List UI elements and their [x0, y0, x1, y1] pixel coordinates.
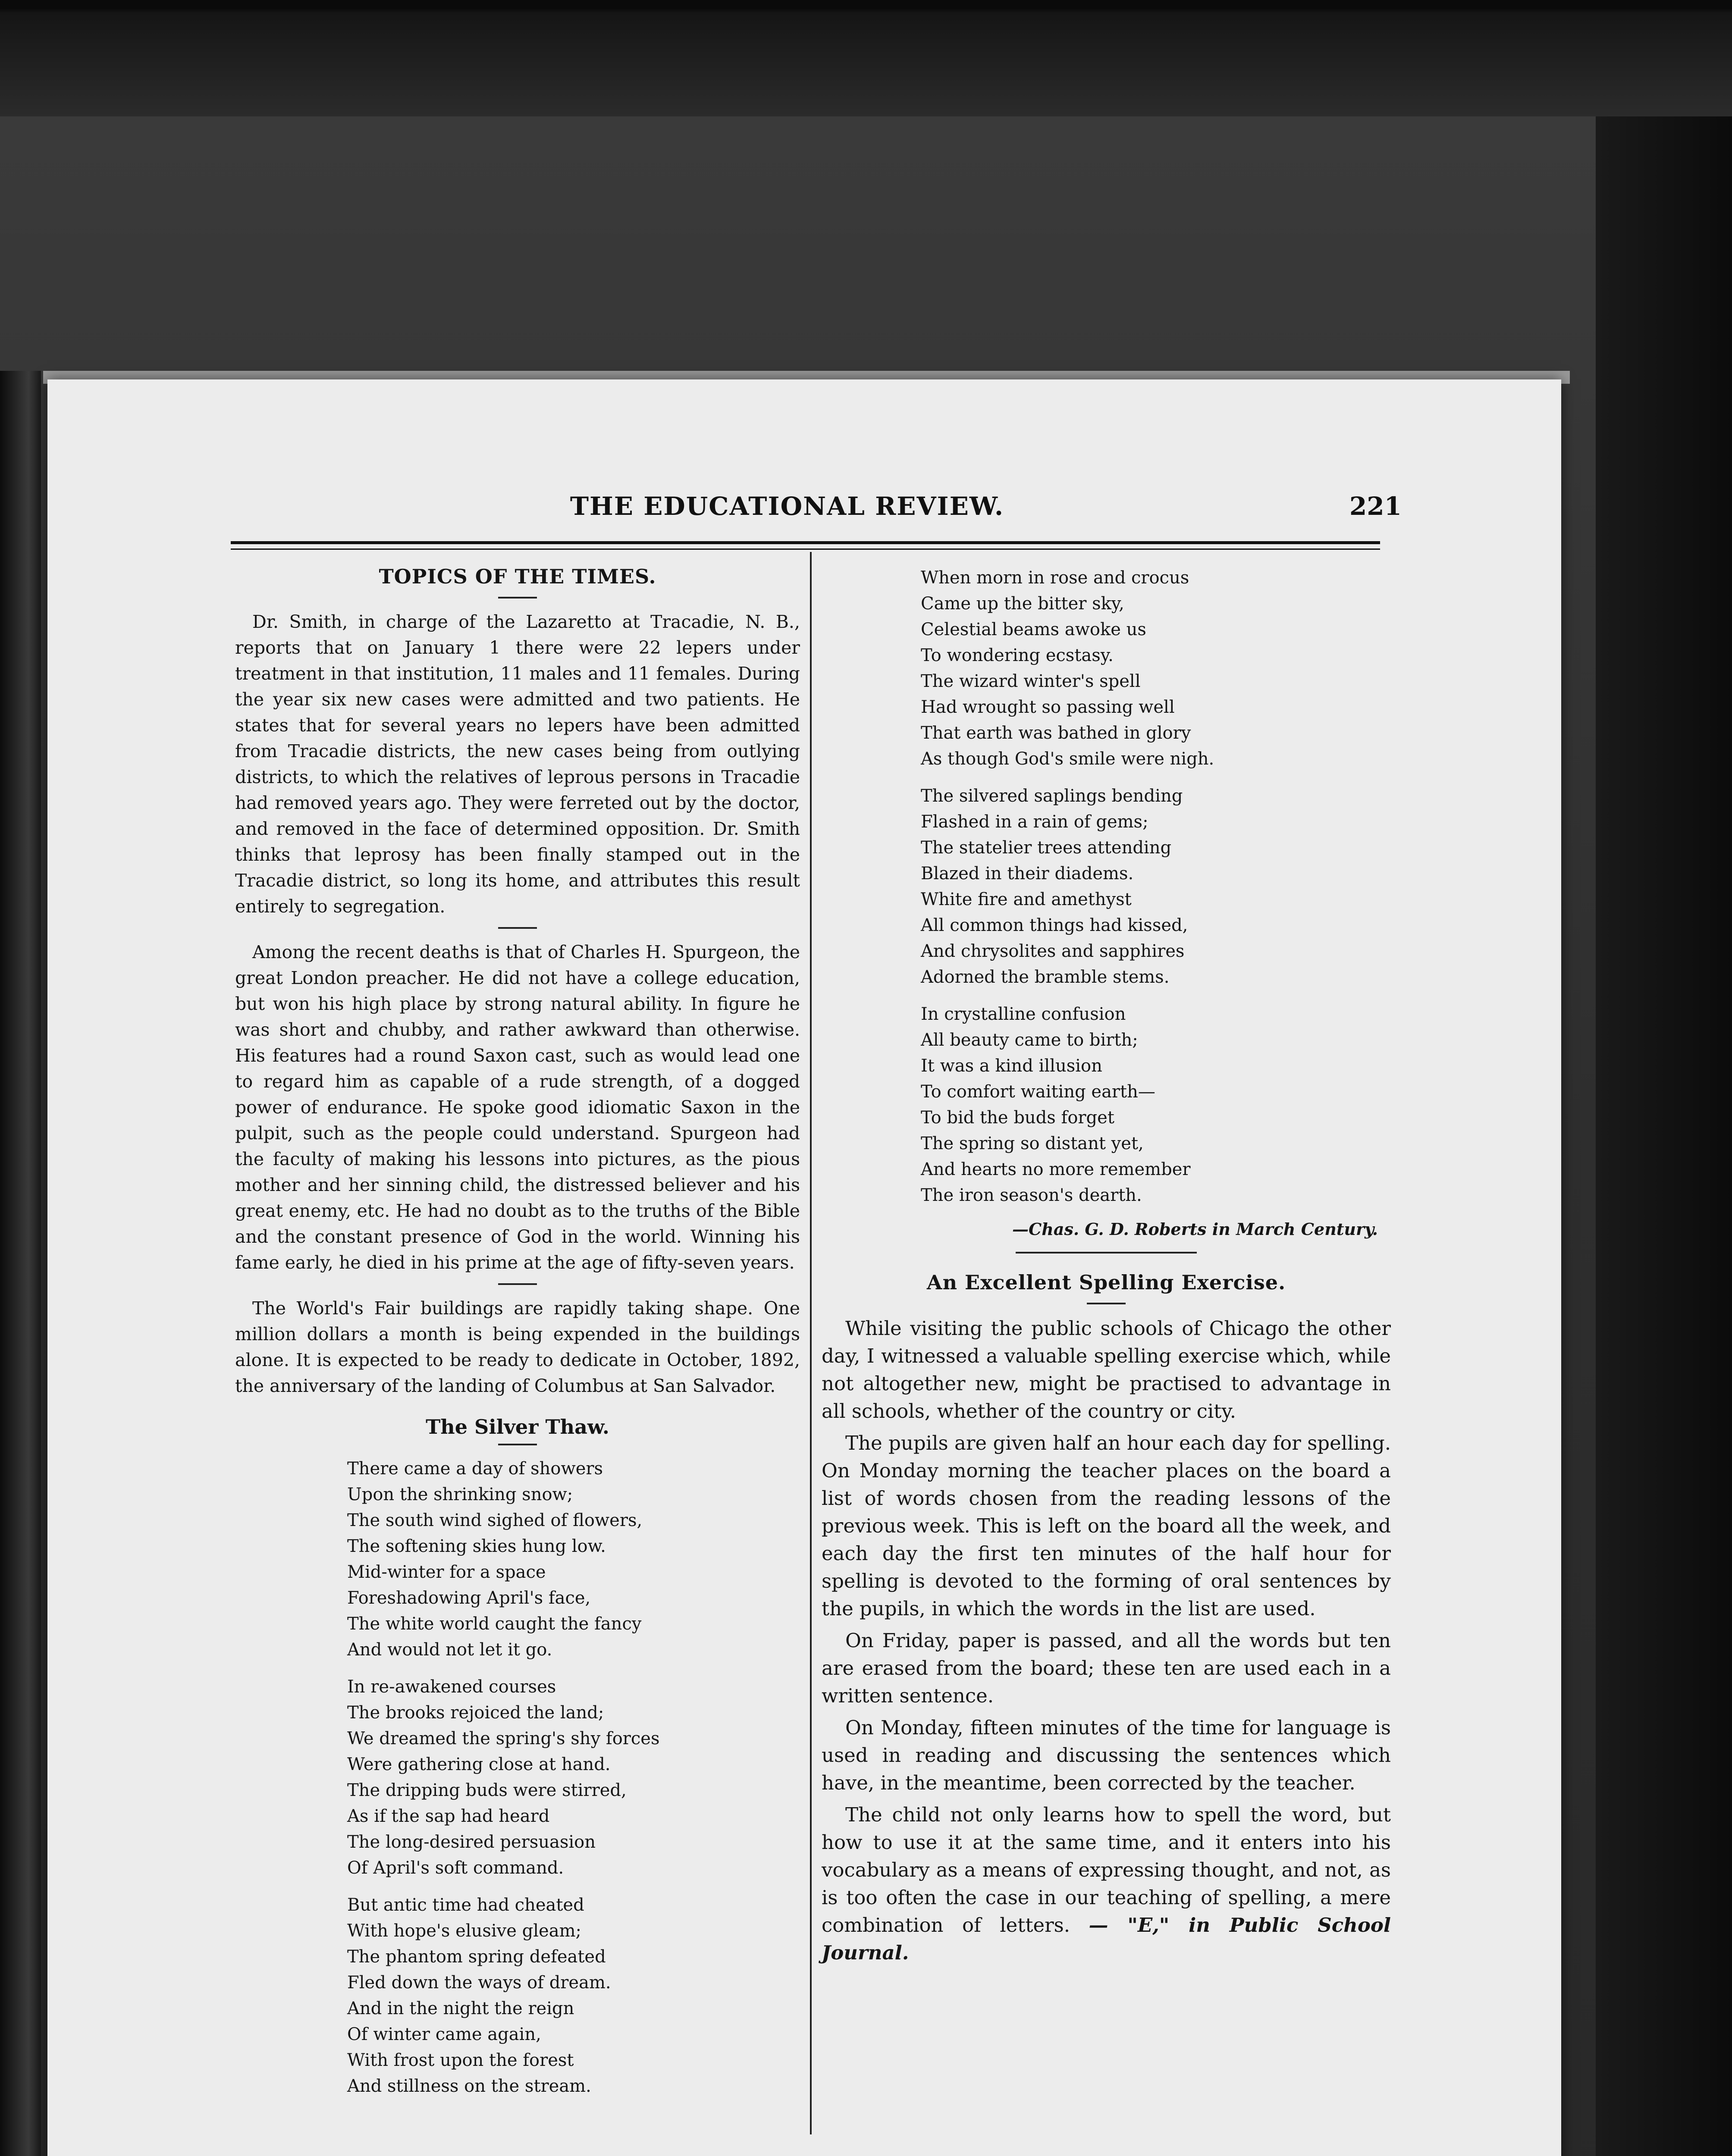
poem-stanza — [822, 783, 1391, 990]
poem-stanza — [822, 1001, 1391, 1208]
poem-line: In re-awakened courses — [347, 1677, 556, 1697]
poem-line: And would not let it go. — [347, 1640, 552, 1660]
poem-stanza — [235, 1456, 800, 1663]
poem-title: The Silver Thaw. — [426, 1415, 609, 1438]
poem-line: But antic time had cheated — [347, 1895, 584, 1915]
column-divider — [810, 552, 812, 2134]
poem-line: There came a day of showers — [347, 1459, 603, 1479]
spelling-paragraph-text: The child not only learns how to spell the word, but how to use it at the same time, and it enters into his vocabulary as a means of expressing thought, and not, as is too often the case in our teaching of spelling, a mere combination of letters. — [822, 1803, 1391, 1937]
poem-line: Of winter came again, — [347, 2024, 541, 2044]
poem-line: As if the sap had heard — [347, 1806, 550, 1826]
poem-line: With hope's elusive gleam; — [347, 1921, 581, 1941]
poem-line: Flashed in a rain of gems; — [921, 812, 1148, 832]
spelling-paragraph: On Monday, fifteen minutes of the time for language is used in reading and discussing the sentences which have, in the meantime, been corrected by the teacher. — [822, 1716, 1391, 1794]
poem-line: When morn in rose and crocus — [921, 568, 1189, 588]
poem-line: And stillness on the stream. — [347, 2076, 591, 2096]
poem-line: Of April's soft command. — [347, 1858, 564, 1878]
header-rule-thin — [231, 548, 1380, 550]
poem-line: It was a kind illusion — [921, 1056, 1102, 1076]
poem-stanza — [235, 1892, 800, 2099]
poem-line: The statelier trees attending — [921, 838, 1172, 858]
poem-line: Upon the shrinking snow; — [347, 1485, 573, 1504]
poem-line: To wondering ecstasy. — [921, 646, 1114, 665]
spelling-paragraph: On Friday, paper is passed, and all the words but ten are erased from the board; these ten are used each in a written sentence. — [822, 1629, 1391, 1707]
poem-line: And hearts no more remember — [921, 1159, 1191, 1179]
topics-paragraph-worlds-fair: The World's Fair buildings are rapidly taking shape. One million dollars a month is being expended in the buildings alone. It is expected to be ready to dedicate in October, 1892, the anniversary of the landing of Columbus at San Salvador. — [235, 1298, 800, 1396]
running-header — [185, 492, 1402, 526]
poem-line: To comfort waiting earth— — [921, 1082, 1155, 1102]
left-column — [235, 565, 800, 2110]
topics-title: TOPICS OF THE TIMES. — [379, 565, 656, 588]
poem-line: In crystalline confusion — [921, 1004, 1126, 1024]
poem-line: Mid-winter for a space — [347, 1562, 546, 1582]
poem-line: The brooks rejoiced the land; — [347, 1703, 604, 1723]
poem-line: Celestial beams awoke us — [921, 620, 1146, 639]
poem-line: The white world caught the fancy — [347, 1614, 642, 1634]
poem-stanza — [822, 565, 1391, 772]
poem-line: Foreshadowing April's face, — [347, 1588, 591, 1608]
poem-line: The south wind sighed of flowers, — [347, 1510, 643, 1530]
poem-line: The softening skies hung low. — [347, 1536, 606, 1556]
book-spine-edge — [0, 371, 41, 2156]
poem-line: Adorned the bramble stems. — [921, 967, 1170, 987]
poem-line: All common things had kissed, — [921, 915, 1188, 935]
poem-line: To bid the buds forget — [921, 1108, 1114, 1128]
poem-line: The dripping buds were stirred, — [347, 1780, 627, 1800]
scanner-top-band — [0, 0, 1732, 116]
title-rule — [498, 597, 537, 599]
poem-line: As though God's smile were nigh. — [921, 749, 1214, 769]
poem-line: The wizard winter's spell — [921, 671, 1141, 691]
page-number: 221 — [1349, 492, 1402, 521]
poem-line: The spring so distant yet, — [921, 1134, 1144, 1153]
spelling-paragraph: The pupils are given half an hour each day for spelling. On Monday morning the teacher places on the board a list of words chosen from the reading lessons of the previous week. This is left on the board all the week, and each day the first ten minutes of the half hour for spelling is devoted to the forming of oral sentences by the pupils, in which the words in the list are used. — [822, 1432, 1391, 1620]
poem-line: The silvered saplings bending — [921, 786, 1183, 806]
poem-line: Came up the bitter sky, — [921, 594, 1124, 614]
right-column — [822, 565, 1391, 1971]
paragraph-rule — [498, 1283, 537, 1285]
spelling-paragraph-final — [822, 1801, 1391, 1967]
poem-line: And chrysolites and sapphires — [921, 941, 1185, 961]
paragraph-rule — [498, 927, 537, 929]
poem-line: That earth was bathed in glory — [921, 723, 1191, 743]
topics-paragraph-spurgeon: Among the recent deaths is that of Charles H. Spurgeon, the great London preacher. He did not have a college education, but won his high place by strong natural ability. In figure he was short and chubby, and rather awkward than otherwise. His features had a round Saxon cast, such as would lead one to regard him as capable of a rude strength, of a dogged power of endurance. He spoke good idiomatic Saxon in the pulpit, such as the people could understand. Spurgeon had the faculty of making his lessons into pictures, as the pious mother and her sinning child, the distressed believer and his great enemy, etc. He had no doubt as to the truths of the Bible and the constant presence of God in the world. Winning his fame early, he died in his prime at the age of fifty-seven years. — [235, 942, 800, 1273]
poem-line: The phantom spring defeated — [347, 1947, 606, 1967]
title-rule — [1087, 1303, 1126, 1304]
scanner-right-margin — [1596, 116, 1732, 2156]
poem-stanza — [235, 1674, 800, 1881]
poem-line: All beauty came to birth; — [921, 1030, 1138, 1050]
poem-line: Were gathering close at hand. — [347, 1755, 611, 1774]
poem-line: The long-desired persuasion — [347, 1832, 596, 1852]
poem-line: Blazed in their diadems. — [921, 864, 1134, 884]
poem-line: Fled down the ways of dream. — [347, 1973, 611, 1993]
spelling-paragraph: While visiting the public schools of Chicago the other day, I witnessed a valuable spelling exercise which, while not altogether new, might be practised to advantage in all schools, whether of the country or city. — [822, 1317, 1391, 1423]
poem-line: We dreamed the spring's shy forces — [347, 1729, 660, 1749]
section-divider — [1016, 1252, 1197, 1253]
poem-title-rule — [498, 1444, 537, 1445]
poem-attribution: —Chas. G. D. Roberts in March Century. — [1012, 1219, 1378, 1239]
poem-line: White fire and amethyst — [921, 890, 1132, 909]
spelling-title: An Excellent Spelling Exercise. — [926, 1271, 1286, 1294]
poem-line: With frost upon the forest — [347, 2050, 574, 2070]
journal-title: THE EDUCATIONAL REVIEW. — [570, 492, 1004, 521]
poem-line: The iron season's dearth. — [921, 1185, 1142, 1205]
spelling-signature: — "E," in Public School Journal. — [822, 1914, 1391, 1964]
poem-line: Had wrought so passing well — [921, 697, 1175, 717]
poem-line: And in the night the reign — [347, 1999, 574, 2018]
header-rule-thick — [231, 541, 1380, 544]
topics-paragraph-leprosy: Dr. Smith, in charge of the Lazaretto at Tracadie, N. B., reports that on January 1 there were 22 lepers under treatment in that institution, 11 males and 11 females. During the year six new cases were admitted and two patients. He states that for several years no lepers have been admitted from Tracadie districts, the new cases being from outlying districts, to which the relatives of leprous persons in Tracadie had removed years ago. They were ferreted out by the doctor, and removed in the face of determined opposition. Dr. Smith thinks that leprosy has been finally stamped out in the Tracadie district, so long its home, and attributes this result entirely to segregation. — [235, 611, 800, 917]
